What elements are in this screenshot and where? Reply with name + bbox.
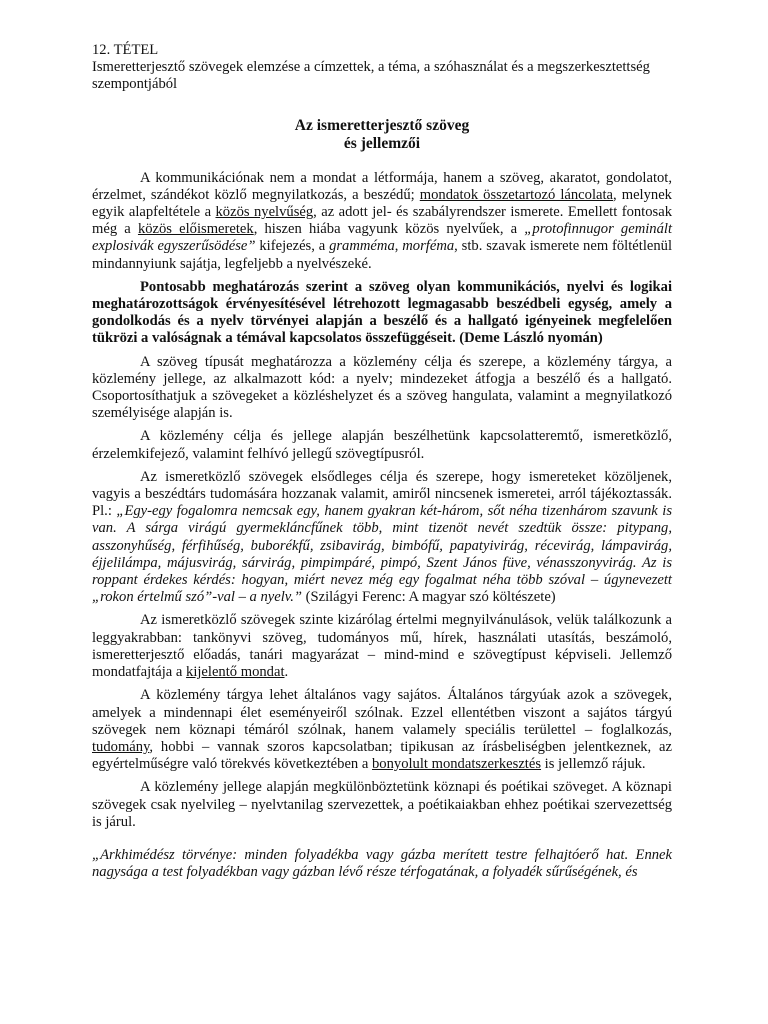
underlined-term: kijelentő mondat (186, 664, 285, 681)
italic-term: „protofinnugor geminált explosivák egyszerűsödése” (92, 221, 672, 255)
title-line-1: Az ismeretterjesztő szöveg (294, 116, 470, 134)
paragraph-1: A kommunikációnak nem a mondat a létformája, hanem a szöveg, akaratot, gondolatot, érzelmet, szándékot közlő megnyilatkozás, a beszédű; mondatok összetartozó láncolata, melynek egyik alapfeltétele a közös nyelvűség, az adott jel- és szabályrendszer ismerete. Emellett fontosak még a közös előismeretek, hiszen hiába vagyunk közös nyelvűek, a „protofinnugor geminált explosivák egyszerűsödése” kifejezés, a gramméma, morféma, stb. szavak ismerete nem föltétlenül mindannyiunk sajátja, legfeljebb a nyelvészeké. (92, 169, 672, 272)
italic-term: morféma (402, 238, 455, 255)
underlined-term: mondatok összetartozó láncolata (419, 186, 614, 203)
underlined-term: közös nyelvűség (215, 204, 314, 221)
underlined-term: közös előismeretek (137, 221, 254, 238)
paragraph-2-definition: Pontosabb meghatározás szerint a szöveg olyan kommunikációs, nyelvi és logikai meghatározottságok érvényesítésével létrehozott legmagasabb beszédbeli egység, amely a gondolkodás és a nyelv törvényei alapján a beszélő és a hallgató igényeinek megfelelően tükrözi a valóságnak a témával kapcsolatos összefüggéseit. (Deme László nyomán) (92, 278, 672, 347)
paragraph-6: Az ismeretközlő szövegek szinte kizárólag értelmi megnyilvánulások, velük találkozunk a leggyakrabban: tankönyvi szöveg, tudományos mű, hírek, használati utasítás, beszámoló, ismeretterjesztő előadás, tanári magyarázat – mind-mind e szövegtípust képviseli. Jellemző mondatfajtája a kijelentő mondat. (92, 612, 672, 681)
tetel-subtitle: Ismeretterjesztő szövegek elemzése a címzettek, a téma, a szóhasználat és a megszerkesztettség szempontjából (92, 59, 650, 93)
paragraph-5: Az ismeretközlő szövegek elsődleges célja és szerepe, hogy ismereteket közöljenek, vagyis a beszédtárs tudomására hozzanak valamit, amiről nincsenek ismeretei, arról tájékoztassák. Pl.: „Egy-egy fogalomra nemcsak egy, hanem gyakran két-három, sőt néha tizenhárom szavunk is van. A sárga virágú gyermekláncfűnek több, mint tizenöt nevét szedtük össze: pitypang, asszonyhűség, férfihűség, buborékfű, zsibavirág, bimbófű, papatyivirág, récevirág, lámpavirág, éjjelilámpa, májusvirág, sárvirág, pimpimpáré, pimpó, Szent János füve, vénasszonyvirág. Az is roppant érdekes kérdés: hogyan, miért nevez még egy fogalmat néha több szóval – úgynevezett „rokon értelmű szó”-val – a nyelv.” (Szilágyi Ferenc: A magyar szó költészete) (92, 468, 672, 606)
underlined-term: bonyolult mondatszerkesztés (372, 756, 542, 773)
paragraph-4: A közlemény célja és jellege alapján beszélhetünk kapcsolatteremtő, ismeretközlő, érzelemkifejező, valamint felhívó jellegű szövegtípusról. (92, 428, 672, 462)
paragraph-3: A szöveg típusát meghatározza a közlemény célja és szerepe, a közlemény tárgya, a közlemény jellege, az alkalmazott kód: a nyelv; mindezeket átfogja a beszélő és a hallgató. Csoportosíthatjuk a szövegeket a közléshelyzet és a szöveg hangulata, valamint a megnyilatkozó személyisége alapján is. (92, 353, 672, 422)
quote-paragraph: „Arkhimédész törvénye: minden folyadékba vagy gázba merített testre felhajtóerő hat. Ennek nagysága a test folyadékban vagy gázban lévő része térfogatának, a folyadék sűrűségének, és (92, 846, 672, 881)
italic-example: „Egy-egy fogalomra nemcsak egy, hanem gyakran két-három, sőt néha tizenhárom szavunk is van. A sárga virágú gyermekláncfűnek több, mint tizenöt nevét szedtük össze: pitypang, asszonyhűség, férfihűség, buborékfű, zsibavirág, bimbófű, papatyivirág, récevirág, lámpavirág, éjjelilámpa, májusvirág, sárvirág, pimpimpáré, pimpó, Szent János füve, vénasszonyvirág. Az is roppant érdekes kérdés: hogyan, miért nevez még egy fogalmat néha több szóval – úgynevezett „rokon értelmű szó”-val – a nyelv.” (92, 503, 672, 606)
document-page (92, 42, 672, 881)
paragraph-8: A közlemény jellege alapján megkülönböztetünk köznapi és poétikai szöveget. A köznapi szövegek csak nyelvileg – nyelvtanilag szervezettek, a poétikaiakban ehhez poétikai szervezettség is járul. (92, 779, 672, 830)
underlined-term: tudomány (92, 738, 150, 755)
document-title (92, 117, 672, 154)
title-line-2: és jellemzői (343, 135, 421, 153)
italic-term: gramméma (329, 238, 395, 255)
document-header (92, 42, 672, 94)
paragraph-7: A közlemény tárgya lehet általános vagy sajátos. Általános tárgyúak azok a szövegek, amelyek a mindennapi élet eseményeiről szólnak. Ezzel ellentétben viszont a sajátos tárgyú szövegek nem köznapi témáról szólnak, hanem valamely speciális területtel – foglalkozás, tudomány, hobbi – vannak szoros kapcsolatban; tipikusan az írásbeliségben jelentkeznek, az egyértelműségre való törekvés következtében a bonyolult mondatszerkesztés is jellemző rájuk. (92, 687, 672, 773)
tetel-number: 12. TÉTEL (92, 42, 159, 58)
